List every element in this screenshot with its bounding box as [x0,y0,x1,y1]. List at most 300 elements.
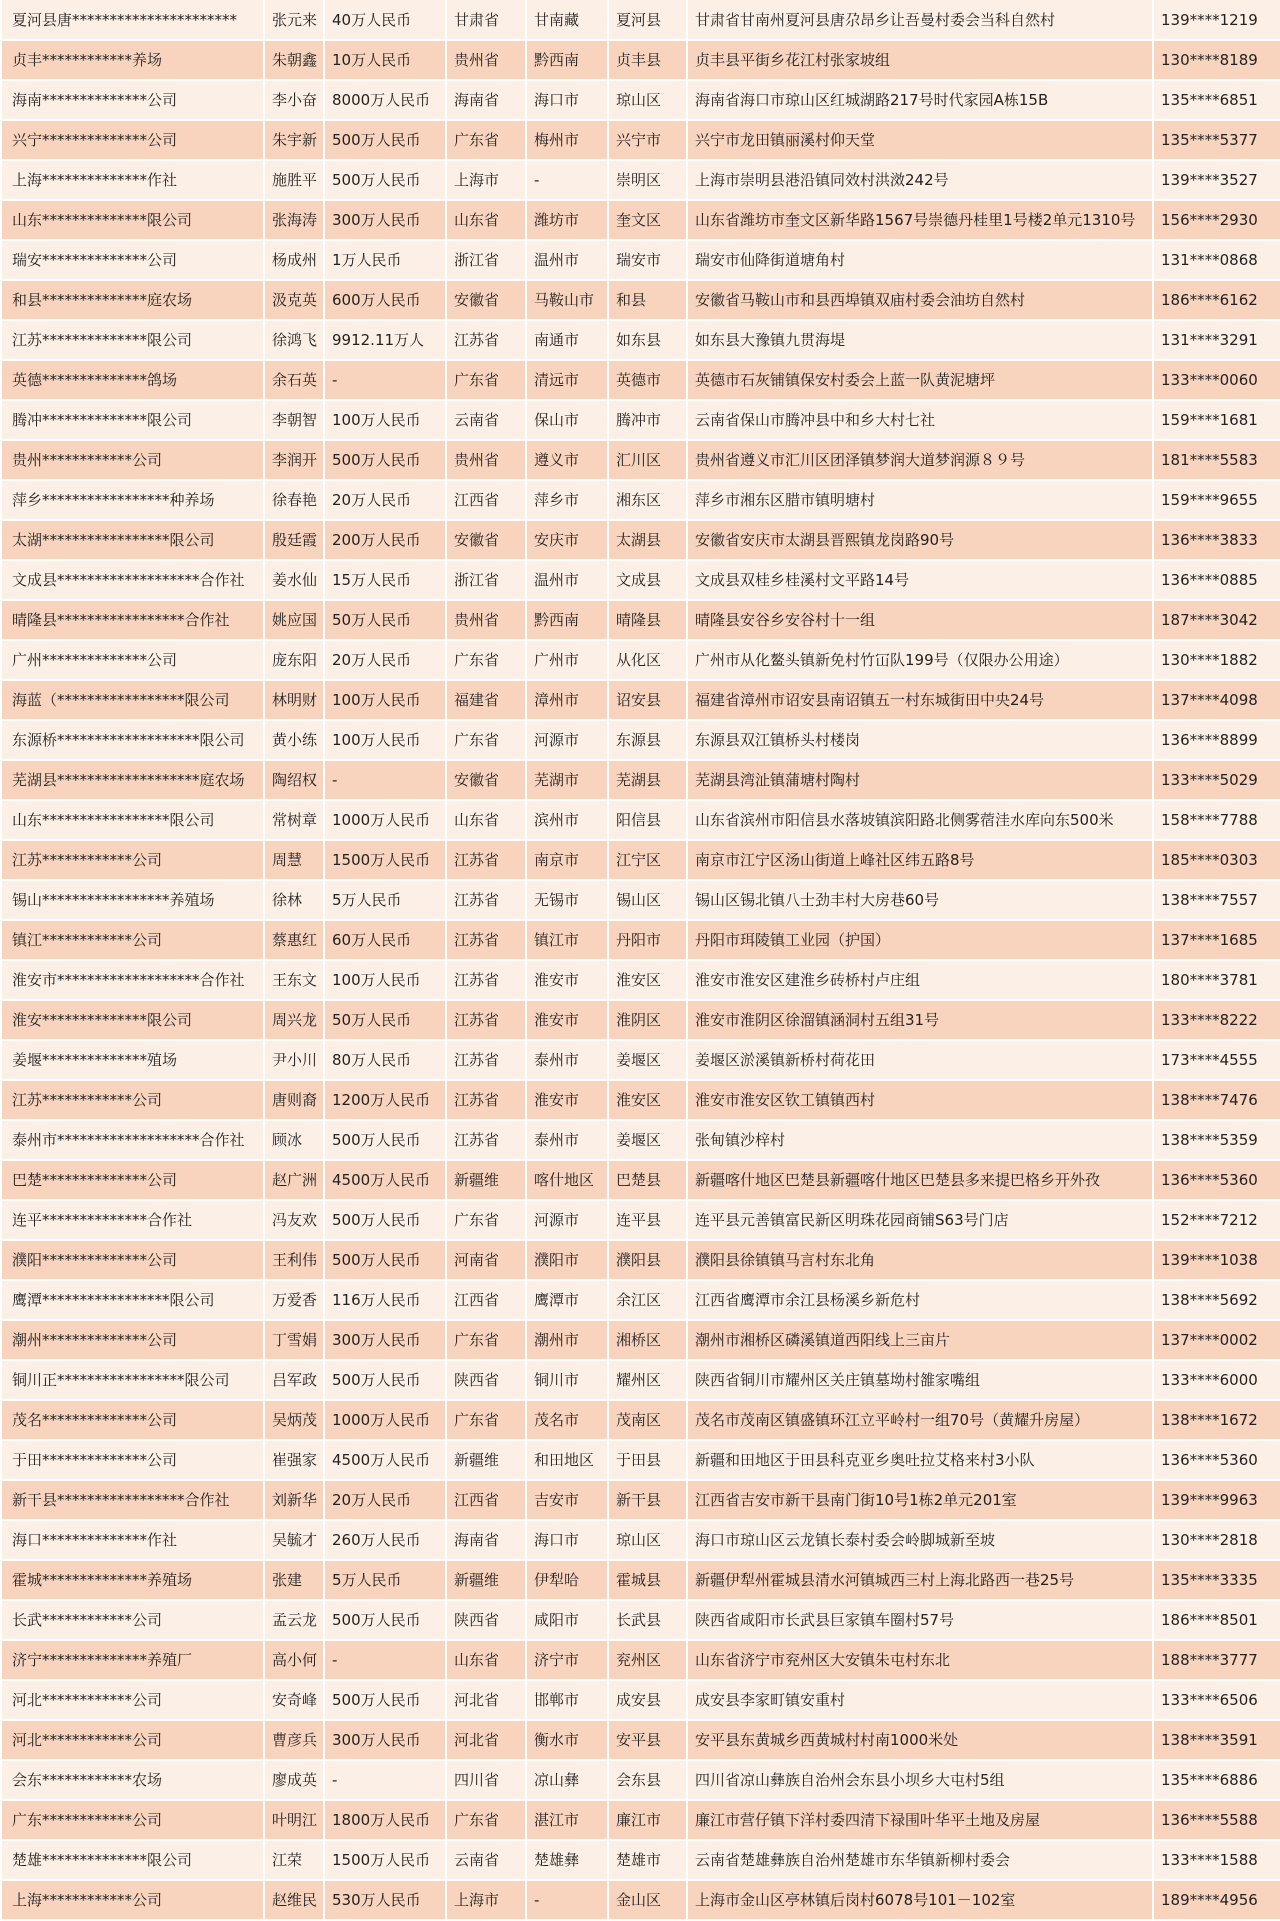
table-row [1,1600,1280,1640]
province-cell: 广东省 [446,1800,526,1840]
registered-capital-cell: 1000万人民币 [324,1400,446,1440]
legal-rep-cell: 尹小川 [264,1040,324,1080]
table-row [1,1800,1280,1840]
district-cell: 淮安区 [608,1080,687,1120]
district-cell: 姜堰区 [608,1040,687,1080]
address-cell: 安平县东黄城乡西黄城村村南1000米处 [687,1720,1153,1760]
table-row [1,840,1280,880]
province-cell: 广东省 [446,1320,526,1360]
district-cell: 崇明区 [608,160,687,200]
address-cell: 淮安市淮安区钦工镇镇西村 [687,1080,1153,1120]
address-cell: 海口市琼山区云龙镇长泰村委会岭脚城新至坡 [687,1520,1153,1560]
registered-capital-cell: 100万人民币 [324,400,446,440]
city-cell: 吉安市 [526,1480,608,1520]
legal-rep-cell: 朱朝鑫 [264,40,324,80]
registered-capital-cell: 4500万人民币 [324,1160,446,1200]
district-cell: 晴隆县 [608,600,687,640]
district-cell: 东源县 [608,720,687,760]
address-cell: 濮阳县徐镇镇马言村东北角 [687,1240,1153,1280]
province-cell: 广东省 [446,1400,526,1440]
district-cell: 湘桥区 [608,1320,687,1360]
province-cell: 江西省 [446,480,526,520]
district-cell: 湘东区 [608,480,687,520]
company-name-cell: 会东************农场 [1,1760,264,1800]
province-cell: 广东省 [446,1200,526,1240]
legal-rep-cell: 施胜平 [264,160,324,200]
registered-capital-cell: 500万人民币 [324,120,446,160]
city-cell: 楚雄彝 [526,1840,608,1880]
registered-capital-cell: 9912.11万人 [324,320,446,360]
company-name-cell: 江苏************公司 [1,1080,264,1120]
registered-capital-cell: 20万人民币 [324,1480,446,1520]
company-name-cell: 江苏************公司 [1,840,264,880]
district-cell: 太湖县 [608,520,687,560]
company-name-cell: 茂名**************公司 [1,1400,264,1440]
company-name-cell: 太湖*****************限公司 [1,520,264,560]
district-cell: 琼山区 [608,80,687,120]
city-cell: 海口市 [526,1520,608,1560]
city-cell: 伊犁哈 [526,1560,608,1600]
province-cell: 广东省 [446,360,526,400]
registered-capital-cell: 500万人民币 [324,1600,446,1640]
district-cell: 腾冲市 [608,400,687,440]
city-cell: 清远市 [526,360,608,400]
city-cell: 安庆市 [526,520,608,560]
registered-capital-cell: 1万人民币 [324,240,446,280]
district-cell: 奎文区 [608,200,687,240]
address-cell: 上海市崇明县港沿镇同效村洪滧242号 [687,160,1153,200]
address-cell: 张甸镇沙梓村 [687,1120,1153,1160]
phone-cell: 181****5583 [1153,440,1280,480]
registered-capital-cell: 600万人民币 [324,280,446,320]
legal-rep-cell: 赵维民 [264,1880,324,1920]
province-cell: 新疆维 [446,1560,526,1600]
legal-rep-cell: 林明财 [264,680,324,720]
address-cell: 新疆喀什地区巴楚县新疆喀什地区巴楚县多来提巴格乡开外孜 [687,1160,1153,1200]
city-cell: 潍坊市 [526,200,608,240]
phone-cell: 138****5692 [1153,1280,1280,1320]
province-cell: 江苏省 [446,1040,526,1080]
city-cell: 湛江市 [526,1800,608,1840]
company-name-cell: 上海**************作社 [1,160,264,200]
legal-rep-cell: 万爱香 [264,1280,324,1320]
province-cell: 山东省 [446,800,526,840]
address-cell: 丹阳市珥陵镇工业园（护国） [687,920,1153,960]
province-cell: 海南省 [446,80,526,120]
province-cell: 新疆维 [446,1160,526,1200]
phone-cell: 136****3833 [1153,520,1280,560]
company-name-cell: 鹰潭*****************限公司 [1,1280,264,1320]
legal-rep-cell: 唐则裔 [264,1080,324,1120]
legal-rep-cell: 陶绍权 [264,760,324,800]
legal-rep-cell: 安奇峰 [264,1680,324,1720]
company-name-cell: 海南**************公司 [1,80,264,120]
company-name-cell: 长武************公司 [1,1600,264,1640]
district-cell: 巴楚县 [608,1160,687,1200]
district-cell: 会东县 [608,1760,687,1800]
phone-cell: 138****1672 [1153,1400,1280,1440]
legal-rep-cell: 汲克英 [264,280,324,320]
registered-capital-cell: 4500万人民币 [324,1440,446,1480]
city-cell: 黔西南 [526,40,608,80]
city-cell: - [526,160,608,200]
table-row [1,1760,1280,1800]
district-cell: 阳信县 [608,800,687,840]
phone-cell: 156****2930 [1153,200,1280,240]
registered-capital-cell: 1000万人民币 [324,800,446,840]
district-cell: 楚雄市 [608,1840,687,1880]
city-cell: 遵义市 [526,440,608,480]
district-cell: 如东县 [608,320,687,360]
legal-rep-cell: 张建 [264,1560,324,1600]
phone-cell: 187****3042 [1153,600,1280,640]
province-cell: 上海市 [446,1880,526,1920]
district-cell: 耀州区 [608,1360,687,1400]
phone-cell: 159****9655 [1153,480,1280,520]
city-cell: 和田地区 [526,1440,608,1480]
company-name-cell: 芜湖县*******************庭农场 [1,760,264,800]
registered-capital-cell: 40万人民币 [324,0,446,40]
district-cell: 锡山区 [608,880,687,920]
table-row [1,1280,1280,1320]
company-name-cell: 河北************公司 [1,1680,264,1720]
company-name-cell: 泰州市*******************合作社 [1,1120,264,1160]
phone-cell: 135****6886 [1153,1760,1280,1800]
province-cell: 安徽省 [446,760,526,800]
district-cell: 英德市 [608,360,687,400]
phone-cell: 131****0868 [1153,240,1280,280]
company-name-cell: 济宁**************养殖厂 [1,1640,264,1680]
address-cell: 晴隆县安谷乡安谷村十一组 [687,600,1153,640]
address-cell: 连平县元善镇富民新区明珠花园商铺S63号门店 [687,1200,1153,1240]
province-cell: 广东省 [446,640,526,680]
company-name-cell: 霍城**************养殖场 [1,1560,264,1600]
table-row [1,880,1280,920]
registered-capital-cell: 100万人民币 [324,680,446,720]
city-cell: 济宁市 [526,1640,608,1680]
phone-cell: 136****5360 [1153,1160,1280,1200]
registered-capital-cell: 500万人民币 [324,1120,446,1160]
legal-rep-cell: 曹彦兵 [264,1720,324,1760]
registered-capital-cell: 100万人民币 [324,720,446,760]
table-row [1,1360,1280,1400]
city-cell: 马鞍山市 [526,280,608,320]
phone-cell: 138****7476 [1153,1080,1280,1120]
city-cell: 鹰潭市 [526,1280,608,1320]
province-cell: 江苏省 [446,1000,526,1040]
company-name-cell: 山东**************限公司 [1,200,264,240]
table-row [1,720,1280,760]
registered-capital-cell: 8000万人民币 [324,80,446,120]
province-cell: 广东省 [446,720,526,760]
legal-rep-cell: 叶明江 [264,1800,324,1840]
company-name-cell: 英德**************鸽场 [1,360,264,400]
district-cell: 于田县 [608,1440,687,1480]
company-name-cell: 巴楚**************公司 [1,1160,264,1200]
registered-capital-cell: 500万人民币 [324,1200,446,1240]
company-name-cell: 铜川正*****************限公司 [1,1360,264,1400]
registered-capital-cell: 80万人民币 [324,1040,446,1080]
table-row [1,1200,1280,1240]
legal-rep-cell: 高小何 [264,1640,324,1680]
phone-cell: 159****1681 [1153,400,1280,440]
legal-rep-cell: 杨成州 [264,240,324,280]
province-cell: 河北省 [446,1680,526,1720]
legal-rep-cell: 徐林 [264,880,324,920]
city-cell: 梅州市 [526,120,608,160]
legal-rep-cell: 冯友欢 [264,1200,324,1240]
city-cell: 温州市 [526,240,608,280]
registered-capital-cell: 15万人民币 [324,560,446,600]
address-cell: 锡山区锡北镇八士劲丰村大房巷60号 [687,880,1153,920]
city-cell: 萍乡市 [526,480,608,520]
company-name-cell: 江苏**************限公司 [1,320,264,360]
address-cell: 兴宁市龙田镇丽溪村仰天堂 [687,120,1153,160]
city-cell: 淮安市 [526,960,608,1000]
company-name-cell: 东源桥*******************限公司 [1,720,264,760]
address-cell: 江西省鹰潭市余江县杨溪乡新危村 [687,1280,1153,1320]
company-name-cell: 广州**************公司 [1,640,264,680]
table-row [1,1120,1280,1160]
legal-rep-cell: 刘新华 [264,1480,324,1520]
legal-rep-cell: 吴炳茂 [264,1400,324,1440]
registered-capital-cell: 1500万人民币 [324,840,446,880]
province-cell: 江苏省 [446,320,526,360]
table-row [1,240,1280,280]
address-cell: 贵州省遵义市汇川区团泽镇梦润大道梦润源８９号 [687,440,1153,480]
district-cell: 淮阴区 [608,1000,687,1040]
table-row [1,1240,1280,1280]
company-name-cell: 文成县*******************合作社 [1,560,264,600]
phone-cell: 173****4555 [1153,1040,1280,1080]
province-cell: 海南省 [446,1520,526,1560]
district-cell: 江宁区 [608,840,687,880]
address-cell: 潮州市湘桥区磷溪镇道西阳线上三亩片 [687,1320,1153,1360]
address-cell: 新疆伊犁州霍城县清水河镇城西三村上海北路西一巷25号 [687,1560,1153,1600]
table-row [1,1520,1280,1560]
legal-rep-cell: 吴毓才 [264,1520,324,1560]
registered-capital-cell: 5万人民币 [324,1560,446,1600]
company-name-cell: 濮阳**************公司 [1,1240,264,1280]
address-cell: 山东省滨州市阳信县水落坡镇滨阳路北侧雾蓿洼水库向东500米 [687,800,1153,840]
phone-cell: 188****3777 [1153,1640,1280,1680]
table-row [1,640,1280,680]
district-cell: 淮安区 [608,960,687,1000]
table-row [1,1680,1280,1720]
table-row [1,1080,1280,1120]
table-row [1,1160,1280,1200]
city-cell: 茂名市 [526,1400,608,1440]
district-cell: 金山区 [608,1880,687,1920]
table-row [1,1040,1280,1080]
province-cell: 山东省 [446,1640,526,1680]
phone-cell: 152****7212 [1153,1200,1280,1240]
phone-cell: 186****8501 [1153,1600,1280,1640]
province-cell: 四川省 [446,1760,526,1800]
address-cell: 甘肃省甘南州夏河县唐尕昂乡让吾曼村委会当科自然村 [687,0,1153,40]
address-cell: 瑞安市仙降街道塘角村 [687,240,1153,280]
address-cell: 云南省楚雄彝族自治州楚雄市东华镇新柳村委会 [687,1840,1153,1880]
city-cell: 咸阳市 [526,1600,608,1640]
table-row [1,560,1280,600]
address-cell: 江西省吉安市新干县南门街10号1栋2单元201室 [687,1480,1153,1520]
phone-cell: 185****0303 [1153,840,1280,880]
legal-rep-cell: 王东文 [264,960,324,1000]
province-cell: 新疆维 [446,1440,526,1480]
address-cell: 芜湖县湾沚镇蒲塘村陶村 [687,760,1153,800]
city-cell: 南京市 [526,840,608,880]
company-name-cell: 腾冲**************限公司 [1,400,264,440]
legal-rep-cell: 张海涛 [264,200,324,240]
city-cell: 漳州市 [526,680,608,720]
district-cell: 濮阳县 [608,1240,687,1280]
phone-cell: 136****0885 [1153,560,1280,600]
registered-capital-cell: 500万人民币 [324,440,446,480]
registered-capital-cell: 100万人民币 [324,960,446,1000]
phone-cell: 133****5029 [1153,760,1280,800]
company-name-cell: 淮安市*******************合作社 [1,960,264,1000]
legal-rep-cell: 周慧 [264,840,324,880]
province-cell: 贵州省 [446,600,526,640]
address-cell: 四川省凉山彝族自治州会东县小坝乡大屯村5组 [687,1760,1153,1800]
company-name-cell: 贵州************公司 [1,440,264,480]
registered-capital-cell: 1200万人民币 [324,1080,446,1120]
company-name-cell: 连平**************合作社 [1,1200,264,1240]
district-cell: 成安县 [608,1680,687,1720]
district-cell: 丹阳市 [608,920,687,960]
city-cell: 淮安市 [526,1000,608,1040]
phone-cell: 136****8899 [1153,720,1280,760]
district-cell: 贞丰县 [608,40,687,80]
address-cell: 陕西省咸阳市长武县巨家镇车圈村57号 [687,1600,1153,1640]
registered-capital-cell: 200万人民币 [324,520,446,560]
address-cell: 山东省济宁市兖州区大安镇朱屯村东北 [687,1640,1153,1680]
address-cell: 南京市江宁区汤山街道上峰社区纬五路8号 [687,840,1153,880]
district-cell: 长武县 [608,1600,687,1640]
province-cell: 安徽省 [446,280,526,320]
registered-capital-cell: 300万人民币 [324,1320,446,1360]
district-cell: 瑞安市 [608,240,687,280]
province-cell: 江西省 [446,1480,526,1520]
legal-rep-cell: 顾冰 [264,1120,324,1160]
company-name-cell: 潮州**************公司 [1,1320,264,1360]
city-cell: 温州市 [526,560,608,600]
phone-cell: 131****3291 [1153,320,1280,360]
district-cell: 和县 [608,280,687,320]
address-cell: 萍乡市湘东区腊市镇明塘村 [687,480,1153,520]
registered-capital-cell: 500万人民币 [324,160,446,200]
city-cell: - [526,1880,608,1920]
phone-cell: 138****3591 [1153,1720,1280,1760]
phone-cell: 186****6162 [1153,280,1280,320]
table-row [1,1640,1280,1680]
company-name-cell: 晴隆县*****************合作社 [1,600,264,640]
phone-cell: 135****5377 [1153,120,1280,160]
city-cell: 保山市 [526,400,608,440]
company-name-cell: 萍乡*****************种养场 [1,480,264,520]
table-row [1,600,1280,640]
company-name-cell: 兴宁**************公司 [1,120,264,160]
province-cell: 江苏省 [446,920,526,960]
district-cell: 兴宁市 [608,120,687,160]
company-name-cell: 夏河县唐********************** [1,0,264,40]
city-cell: 南通市 [526,320,608,360]
registered-capital-cell: 300万人民币 [324,200,446,240]
district-cell: 兖州区 [608,1640,687,1680]
province-cell: 福建省 [446,680,526,720]
address-cell: 新疆和田地区于田县科克亚乡奥吐拉艾格来村3小队 [687,1440,1153,1480]
legal-rep-cell: 王利伟 [264,1240,324,1280]
table-row [1,320,1280,360]
table-row [1,80,1280,120]
city-cell: 芜湖市 [526,760,608,800]
address-cell: 廉江市营仔镇下洋村委四清下禄围叶华平土地及房屋 [687,1800,1153,1840]
province-cell: 江西省 [446,1280,526,1320]
legal-rep-cell: 李润开 [264,440,324,480]
table-row [1,1880,1280,1920]
city-cell: 镇江市 [526,920,608,960]
province-cell: 江苏省 [446,880,526,920]
registered-capital-cell: 50万人民币 [324,600,446,640]
legal-rep-cell: 李朝智 [264,400,324,440]
district-cell: 汇川区 [608,440,687,480]
address-cell: 英德市石灰铺镇保安村委会上蓝一队黄泥塘坪 [687,360,1153,400]
phone-cell: 130****8189 [1153,40,1280,80]
phone-cell: 139****3527 [1153,160,1280,200]
address-cell: 福建省漳州市诏安县南诏镇五一村东城街田中央24号 [687,680,1153,720]
phone-cell: 133****8222 [1153,1000,1280,1040]
province-cell: 浙江省 [446,240,526,280]
registered-capital-cell: 10万人民币 [324,40,446,80]
legal-rep-cell: 殷廷霞 [264,520,324,560]
district-cell: 茂南区 [608,1400,687,1440]
city-cell: 凉山彝 [526,1760,608,1800]
province-cell: 贵州省 [446,440,526,480]
district-cell: 诏安县 [608,680,687,720]
province-cell: 陕西省 [446,1360,526,1400]
district-cell: 廉江市 [608,1800,687,1840]
registered-capital-cell: 60万人民币 [324,920,446,960]
city-cell: 衡水市 [526,1720,608,1760]
province-cell: 江苏省 [446,960,526,1000]
province-cell: 广东省 [446,120,526,160]
company-name-cell: 河北************公司 [1,1720,264,1760]
province-cell: 贵州省 [446,40,526,80]
phone-cell: 135****6851 [1153,80,1280,120]
phone-cell: 139****9963 [1153,1480,1280,1520]
table-row [1,680,1280,720]
phone-cell: 136****5588 [1153,1800,1280,1840]
legal-rep-cell: 江荣 [264,1840,324,1880]
registered-capital-cell: 300万人民币 [324,1720,446,1760]
registered-capital-cell: - [324,760,446,800]
province-cell: 陕西省 [446,1600,526,1640]
phone-cell: 133****6506 [1153,1680,1280,1720]
table-row [1,400,1280,440]
registered-capital-cell: 500万人民币 [324,1360,446,1400]
table-row [1,40,1280,80]
city-cell: 淮安市 [526,1080,608,1120]
company-name-cell: 海口**************作社 [1,1520,264,1560]
city-cell: 泰州市 [526,1040,608,1080]
city-cell: 无锡市 [526,880,608,920]
city-cell: 泰州市 [526,1120,608,1160]
district-cell: 姜堰区 [608,1120,687,1160]
legal-rep-cell: 庞东阳 [264,640,324,680]
company-name-cell: 山东*****************限公司 [1,800,264,840]
province-cell: 云南省 [446,400,526,440]
district-cell: 从化区 [608,640,687,680]
